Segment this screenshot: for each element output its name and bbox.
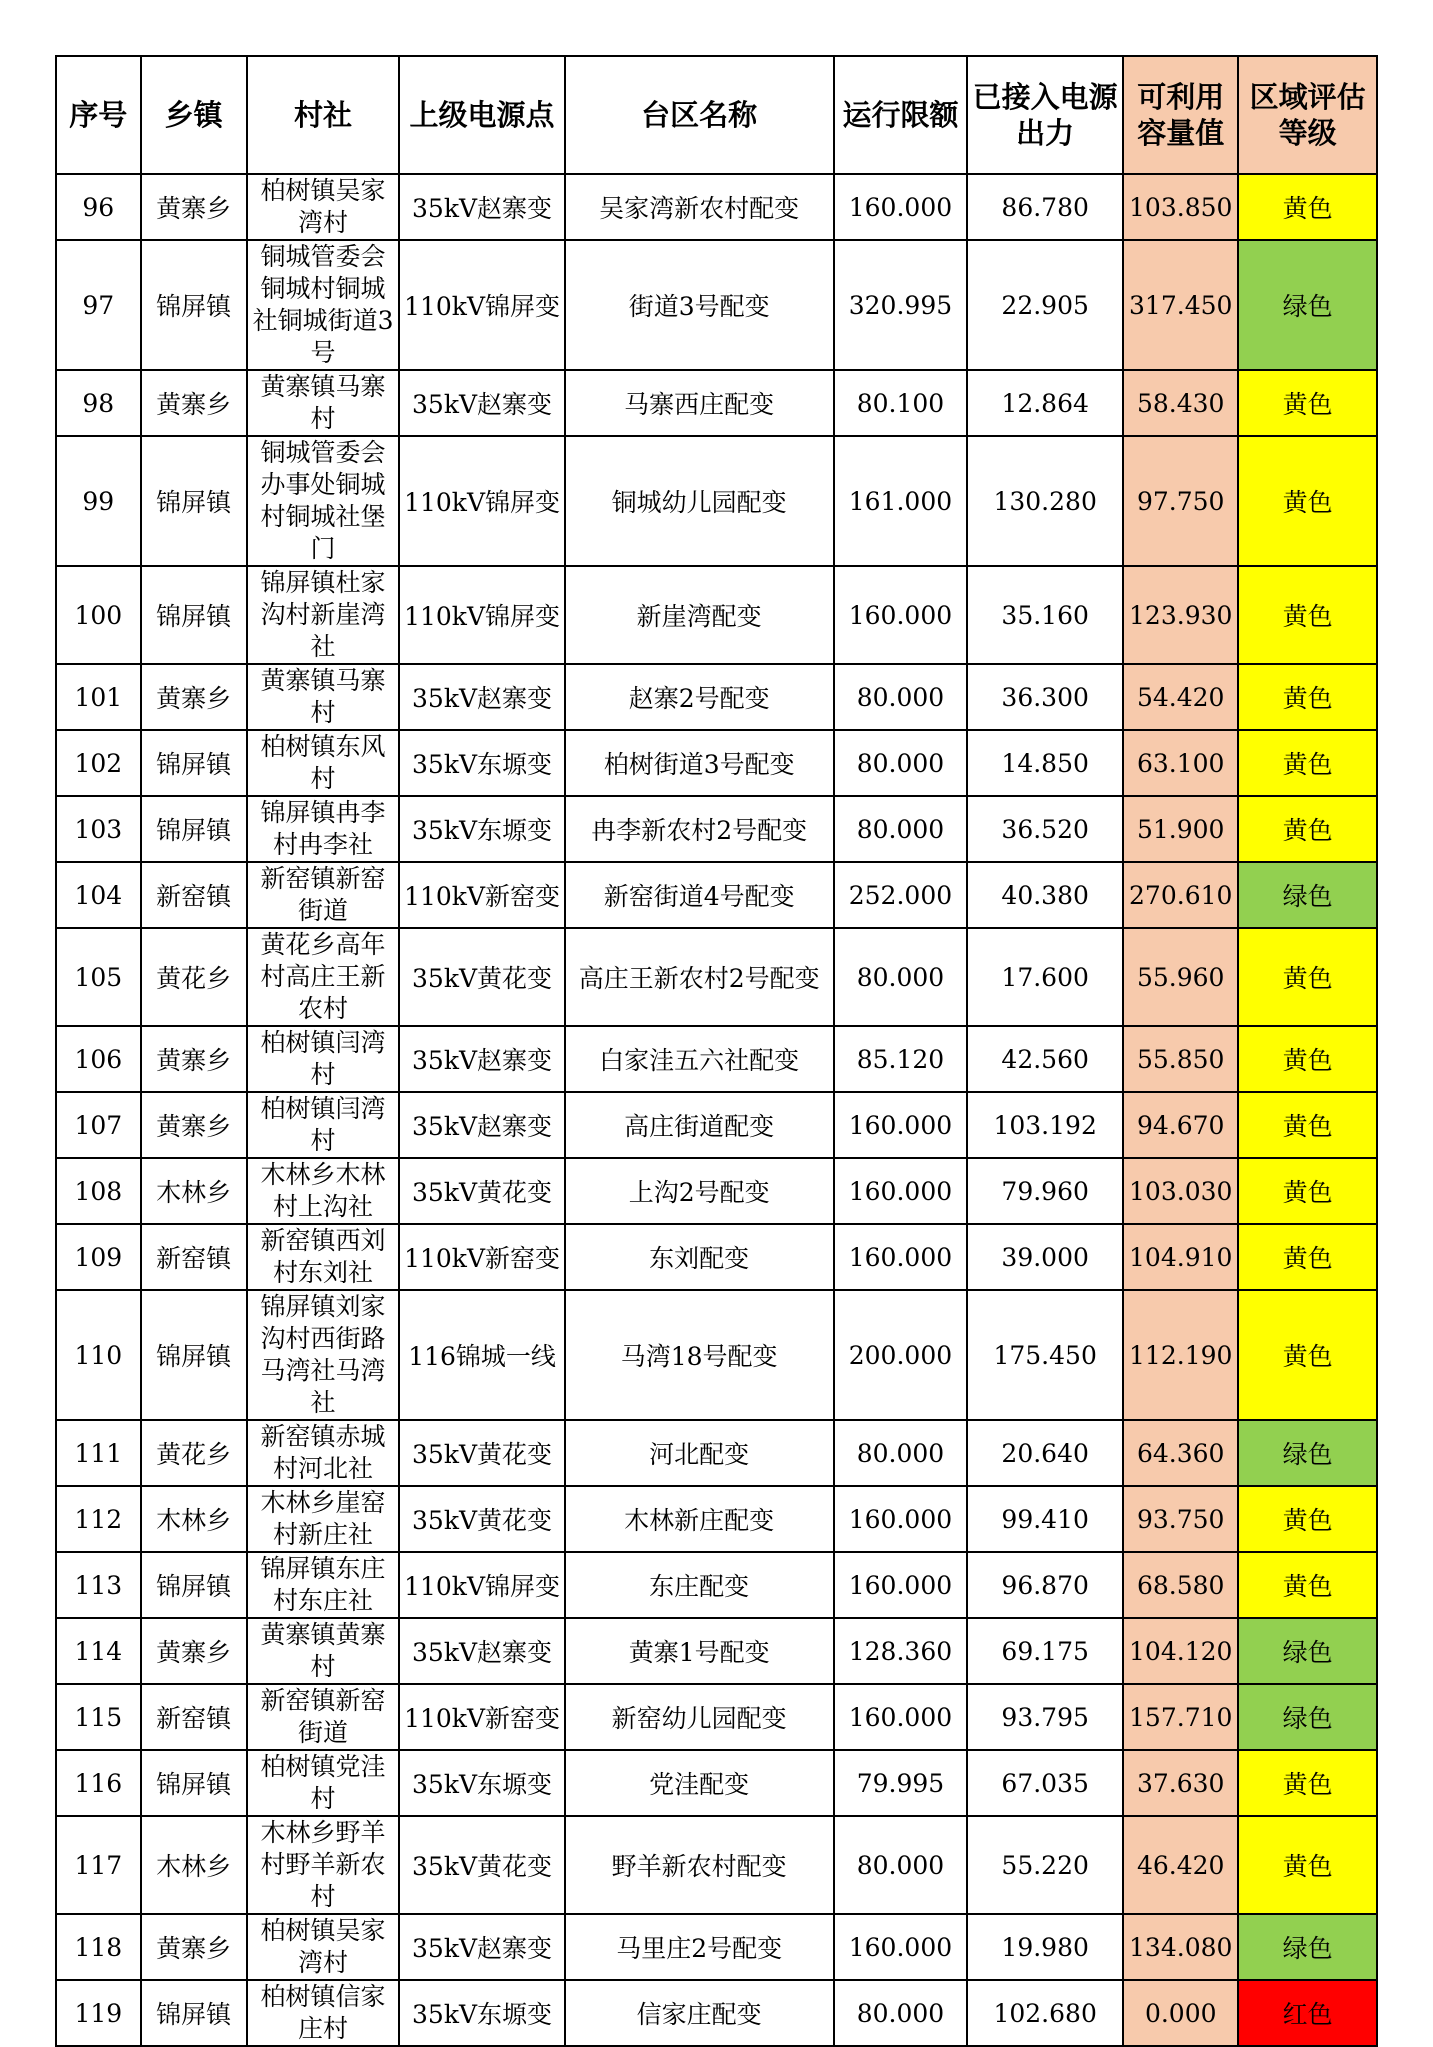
cell-source: 35kV赵寨变: [399, 1618, 564, 1684]
cell-available: 58.430: [1123, 370, 1238, 436]
cell-limit: 85.120: [834, 1026, 968, 1092]
cell-village: 新窑镇赤城村河北社: [247, 1420, 400, 1486]
table-row: [56, 1552, 1377, 1618]
cell-connected: 67.035: [967, 1750, 1123, 1816]
cell-source: 110kV锦屏变: [399, 566, 564, 664]
cell-village: 黄花乡高年村高庄王新农村: [247, 928, 400, 1026]
cell-seq: 103: [56, 796, 141, 862]
cell-grade: 黄色: [1238, 174, 1377, 240]
cell-seq: 109: [56, 1224, 141, 1290]
cell-connected: 20.640: [967, 1420, 1123, 1486]
cell-town: 黄寨乡: [141, 1092, 247, 1158]
table-row: [56, 1684, 1377, 1750]
cell-village: 黄寨镇黄寨村: [247, 1618, 400, 1684]
cell-source: 110kV锦屏变: [399, 436, 564, 566]
cell-seq: 100: [56, 566, 141, 664]
cell-seq: 115: [56, 1684, 141, 1750]
cell-village: 锦屏镇杜家沟村新崖湾社: [247, 566, 400, 664]
cell-town: 黄寨乡: [141, 370, 247, 436]
cell-limit: 80.000: [834, 1816, 968, 1914]
cell-town: 锦屏镇: [141, 1552, 247, 1618]
cell-area: 吴家湾新农村配变: [565, 174, 834, 240]
table-row: [56, 664, 1377, 730]
cell-limit: 160.000: [834, 1158, 968, 1224]
cell-limit: 80.000: [834, 1980, 968, 2046]
table-row: [56, 862, 1377, 928]
cell-village: 锦屏镇刘家沟村西街路马湾社马湾社: [247, 1290, 400, 1420]
cell-village: 新窑镇西刘村东刘社: [247, 1224, 400, 1290]
cell-grade: 红色: [1238, 1980, 1377, 2046]
cell-village: 柏树镇党洼村: [247, 1750, 400, 1816]
cell-village: 新窑镇新窑街道: [247, 1684, 400, 1750]
cell-limit: 160.000: [834, 1486, 968, 1552]
cell-limit: 160.000: [834, 1092, 968, 1158]
cell-seq: 96: [56, 174, 141, 240]
cell-seq: 118: [56, 1914, 141, 1980]
cell-area: 马里庄2号配变: [565, 1914, 834, 1980]
cell-connected: 175.450: [967, 1290, 1123, 1420]
cell-area: 柏树街道3号配变: [565, 730, 834, 796]
cell-village: 柏树镇闫湾村: [247, 1026, 400, 1092]
cell-village: 柏树镇吴家湾村: [247, 1914, 400, 1980]
cell-area: 党洼配变: [565, 1750, 834, 1816]
table-row: [56, 928, 1377, 1026]
cell-village: 柏树镇闫湾村: [247, 1092, 400, 1158]
table-row: [56, 1092, 1377, 1158]
cell-connected: 39.000: [967, 1224, 1123, 1290]
cell-source: 110kV锦屏变: [399, 1552, 564, 1618]
cell-available: 97.750: [1123, 436, 1238, 566]
cell-village: 铜城管委会铜城村铜城社铜城街道3号: [247, 240, 400, 370]
cell-seq: 114: [56, 1618, 141, 1684]
cell-available: 270.610: [1123, 862, 1238, 928]
cell-town: 锦屏镇: [141, 436, 247, 566]
cell-area: 铜城幼儿园配变: [565, 436, 834, 566]
cell-limit: 128.360: [834, 1618, 968, 1684]
cell-source: 35kV赵寨变: [399, 174, 564, 240]
cell-village: 新窑镇新窑街道: [247, 862, 400, 928]
cell-village: 锦屏镇东庄村东庄社: [247, 1552, 400, 1618]
cell-limit: 80.000: [834, 1420, 968, 1486]
cell-limit: 161.000: [834, 436, 968, 566]
table-header: [56, 56, 1377, 174]
table-row: [56, 240, 1377, 370]
cell-available: 37.630: [1123, 1750, 1238, 1816]
cell-connected: 36.520: [967, 796, 1123, 862]
header-area: 台区名称: [565, 56, 834, 174]
cell-available: 317.450: [1123, 240, 1238, 370]
cell-available: 68.580: [1123, 1552, 1238, 1618]
table-row: [56, 174, 1377, 240]
header-grade: 区域评估等级: [1238, 56, 1377, 174]
header-source: 上级电源点: [399, 56, 564, 174]
cell-seq: 110: [56, 1290, 141, 1420]
cell-connected: 14.850: [967, 730, 1123, 796]
cell-town: 新窑镇: [141, 862, 247, 928]
cell-limit: 80.000: [834, 796, 968, 862]
table-row: [56, 1158, 1377, 1224]
cell-limit: 160.000: [834, 1684, 968, 1750]
cell-available: 104.120: [1123, 1618, 1238, 1684]
cell-grade: 黄色: [1238, 1290, 1377, 1420]
cell-seq: 113: [56, 1552, 141, 1618]
cell-seq: 119: [56, 1980, 141, 2046]
cell-grade: 黄色: [1238, 1552, 1377, 1618]
cell-source: 35kV东塬变: [399, 730, 564, 796]
cell-town: 黄寨乡: [141, 1618, 247, 1684]
cell-available: 54.420: [1123, 664, 1238, 730]
cell-village: 柏树镇信家庄村: [247, 1980, 400, 2046]
cell-available: 134.080: [1123, 1914, 1238, 1980]
cell-town: 锦屏镇: [141, 730, 247, 796]
cell-source: 35kV东塬变: [399, 1980, 564, 2046]
cell-connected: 36.300: [967, 664, 1123, 730]
cell-village: 木林乡木林村上沟社: [247, 1158, 400, 1224]
cell-seq: 117: [56, 1816, 141, 1914]
cell-village: 铜城管委会办事处铜城村铜城社堡门: [247, 436, 400, 566]
cell-seq: 97: [56, 240, 141, 370]
cell-connected: 40.380: [967, 862, 1123, 928]
cell-limit: 160.000: [834, 1552, 968, 1618]
cell-limit: 320.995: [834, 240, 968, 370]
cell-source: 110kV新窑变: [399, 862, 564, 928]
cell-source: 35kV东塬变: [399, 1750, 564, 1816]
cell-village: 黄寨镇马寨村: [247, 370, 400, 436]
cell-grade: 黄色: [1238, 928, 1377, 1026]
cell-area: 河北配变: [565, 1420, 834, 1486]
cell-limit: 252.000: [834, 862, 968, 928]
cell-seq: 116: [56, 1750, 141, 1816]
cell-grade: 黄色: [1238, 436, 1377, 566]
cell-town: 木林乡: [141, 1486, 247, 1552]
table-row: [56, 730, 1377, 796]
cell-town: 黄寨乡: [141, 1914, 247, 1980]
cell-area: 东刘配变: [565, 1224, 834, 1290]
cell-source: 110kV锦屏变: [399, 240, 564, 370]
cell-seq: 112: [56, 1486, 141, 1552]
cell-available: 55.850: [1123, 1026, 1238, 1092]
table-row: [56, 436, 1377, 566]
cell-connected: 93.795: [967, 1684, 1123, 1750]
cell-town: 锦屏镇: [141, 566, 247, 664]
cell-area: 街道3号配变: [565, 240, 834, 370]
table-row: [56, 796, 1377, 862]
cell-source: 35kV赵寨变: [399, 1914, 564, 1980]
cell-town: 新窑镇: [141, 1684, 247, 1750]
capacity-table: [55, 55, 1378, 2047]
cell-available: 104.910: [1123, 1224, 1238, 1290]
cell-grade: 绿色: [1238, 1618, 1377, 1684]
cell-town: 木林乡: [141, 1816, 247, 1914]
table-row: [56, 1026, 1377, 1092]
cell-town: 黄寨乡: [141, 664, 247, 730]
cell-grade: 黄色: [1238, 1026, 1377, 1092]
cell-grade: 黄色: [1238, 1750, 1377, 1816]
cell-town: 黄花乡: [141, 1420, 247, 1486]
cell-source: 110kV新窑变: [399, 1684, 564, 1750]
cell-seq: 104: [56, 862, 141, 928]
cell-town: 黄寨乡: [141, 1026, 247, 1092]
cell-available: 93.750: [1123, 1486, 1238, 1552]
cell-town: 黄寨乡: [141, 174, 247, 240]
cell-available: 103.850: [1123, 174, 1238, 240]
table-row: [56, 1290, 1377, 1420]
cell-available: 64.360: [1123, 1420, 1238, 1486]
table-body: [56, 174, 1377, 2046]
cell-seq: 102: [56, 730, 141, 796]
cell-grade: 黄色: [1238, 566, 1377, 664]
cell-limit: 160.000: [834, 1914, 968, 1980]
cell-grade: 黄色: [1238, 1092, 1377, 1158]
cell-seq: 108: [56, 1158, 141, 1224]
cell-available: 51.900: [1123, 796, 1238, 862]
cell-town: 锦屏镇: [141, 796, 247, 862]
header-seq: 序号: [56, 56, 141, 174]
header-connected: 已接入电源出力: [967, 56, 1123, 174]
cell-connected: 35.160: [967, 566, 1123, 664]
table-row: [56, 370, 1377, 436]
cell-source: 35kV黄花变: [399, 1486, 564, 1552]
table-row: [56, 1914, 1377, 1980]
table-row: [56, 1486, 1377, 1552]
header-limit: 运行限额: [834, 56, 968, 174]
cell-grade: 绿色: [1238, 1914, 1377, 1980]
cell-source: 35kV赵寨变: [399, 1026, 564, 1092]
cell-village: 柏树镇东风村: [247, 730, 400, 796]
cell-grade: 黄色: [1238, 1486, 1377, 1552]
cell-source: 35kV赵寨变: [399, 1092, 564, 1158]
cell-grade: 绿色: [1238, 1684, 1377, 1750]
cell-connected: 55.220: [967, 1816, 1123, 1914]
cell-area: 木林新庄配变: [565, 1486, 834, 1552]
cell-connected: 102.680: [967, 1980, 1123, 2046]
cell-available: 157.710: [1123, 1684, 1238, 1750]
cell-area: 白家洼五六社配变: [565, 1026, 834, 1092]
cell-connected: 130.280: [967, 436, 1123, 566]
cell-available: 63.100: [1123, 730, 1238, 796]
cell-available: 94.670: [1123, 1092, 1238, 1158]
cell-area: 冉李新农村2号配变: [565, 796, 834, 862]
cell-grade: 绿色: [1238, 1420, 1377, 1486]
cell-area: 马湾18号配变: [565, 1290, 834, 1420]
cell-area: 新窑街道4号配变: [565, 862, 834, 928]
cell-source: 35kV黄花变: [399, 1158, 564, 1224]
cell-connected: 103.192: [967, 1092, 1123, 1158]
cell-limit: 200.000: [834, 1290, 968, 1420]
cell-town: 木林乡: [141, 1158, 247, 1224]
table-row: [56, 1980, 1377, 2046]
cell-village: 黄寨镇马寨村: [247, 664, 400, 730]
cell-seq: 111: [56, 1420, 141, 1486]
cell-grade: 绿色: [1238, 862, 1377, 928]
header-village: 村社: [247, 56, 400, 174]
cell-village: 木林乡崖窑村新庄社: [247, 1486, 400, 1552]
cell-area: 赵寨2号配变: [565, 664, 834, 730]
cell-available: 103.030: [1123, 1158, 1238, 1224]
cell-source: 35kV黄花变: [399, 928, 564, 1026]
cell-village: 锦屏镇冉李村冉李社: [247, 796, 400, 862]
cell-limit: 160.000: [834, 1224, 968, 1290]
cell-grade: 黄色: [1238, 1158, 1377, 1224]
cell-connected: 79.960: [967, 1158, 1123, 1224]
cell-source: 35kV赵寨变: [399, 370, 564, 436]
cell-seq: 106: [56, 1026, 141, 1092]
cell-village: 柏树镇吴家湾村: [247, 174, 400, 240]
cell-source: 116锦城一线: [399, 1290, 564, 1420]
cell-grade: 黄色: [1238, 1816, 1377, 1914]
cell-limit: 80.000: [834, 664, 968, 730]
cell-connected: 42.560: [967, 1026, 1123, 1092]
cell-source: 35kV东塬变: [399, 796, 564, 862]
cell-available: 112.190: [1123, 1290, 1238, 1420]
table-row: [56, 1816, 1377, 1914]
cell-available: 123.930: [1123, 566, 1238, 664]
cell-town: 锦屏镇: [141, 1290, 247, 1420]
cell-connected: 17.600: [967, 928, 1123, 1026]
table-row: [56, 1618, 1377, 1684]
cell-grade: 黄色: [1238, 730, 1377, 796]
cell-town: 锦屏镇: [141, 240, 247, 370]
cell-area: 高庄街道配变: [565, 1092, 834, 1158]
cell-town: 锦屏镇: [141, 1980, 247, 2046]
cell-area: 信家庄配变: [565, 1980, 834, 2046]
cell-area: 高庄王新农村2号配变: [565, 928, 834, 1026]
header-town: 乡镇: [141, 56, 247, 174]
cell-source: 35kV赵寨变: [399, 664, 564, 730]
cell-limit: 160.000: [834, 566, 968, 664]
cell-area: 黄寨1号配变: [565, 1618, 834, 1684]
cell-connected: 12.864: [967, 370, 1123, 436]
cell-town: 锦屏镇: [141, 1750, 247, 1816]
header-available: 可利用容量值: [1123, 56, 1238, 174]
cell-limit: 80.100: [834, 370, 968, 436]
cell-grade: 黄色: [1238, 796, 1377, 862]
cell-source: 35kV黄花变: [399, 1816, 564, 1914]
cell-area: 新窑幼儿园配变: [565, 1684, 834, 1750]
cell-connected: 99.410: [967, 1486, 1123, 1552]
cell-grade: 黄色: [1238, 664, 1377, 730]
cell-grade: 黄色: [1238, 1224, 1377, 1290]
cell-grade: 黄色: [1238, 370, 1377, 436]
cell-seq: 101: [56, 664, 141, 730]
table-row: [56, 1420, 1377, 1486]
cell-area: 上沟2号配变: [565, 1158, 834, 1224]
cell-town: 新窑镇: [141, 1224, 247, 1290]
cell-available: 46.420: [1123, 1816, 1238, 1914]
cell-source: 35kV黄花变: [399, 1420, 564, 1486]
cell-grade: 绿色: [1238, 240, 1377, 370]
table-row: [56, 566, 1377, 664]
cell-area: 东庄配变: [565, 1552, 834, 1618]
cell-available: 55.960: [1123, 928, 1238, 1026]
cell-seq: 107: [56, 1092, 141, 1158]
cell-seq: 98: [56, 370, 141, 436]
cell-connected: 96.870: [967, 1552, 1123, 1618]
cell-area: 马寨西庄配变: [565, 370, 834, 436]
cell-limit: 80.000: [834, 928, 968, 1026]
cell-limit: 79.995: [834, 1750, 968, 1816]
cell-area: 新崖湾配变: [565, 566, 834, 664]
cell-village: 木林乡野羊村野羊新农村: [247, 1816, 400, 1914]
table-row: [56, 1224, 1377, 1290]
cell-limit: 80.000: [834, 730, 968, 796]
cell-area: 野羊新农村配变: [565, 1816, 834, 1914]
cell-limit: 160.000: [834, 174, 968, 240]
cell-source: 110kV新窑变: [399, 1224, 564, 1290]
cell-town: 黄花乡: [141, 928, 247, 1026]
cell-seq: 105: [56, 928, 141, 1026]
cell-available: 0.000: [1123, 1980, 1238, 2046]
cell-connected: 86.780: [967, 174, 1123, 240]
cell-connected: 19.980: [967, 1914, 1123, 1980]
table-row: [56, 1750, 1377, 1816]
cell-seq: 99: [56, 436, 141, 566]
cell-connected: 69.175: [967, 1618, 1123, 1684]
cell-connected: 22.905: [967, 240, 1123, 370]
